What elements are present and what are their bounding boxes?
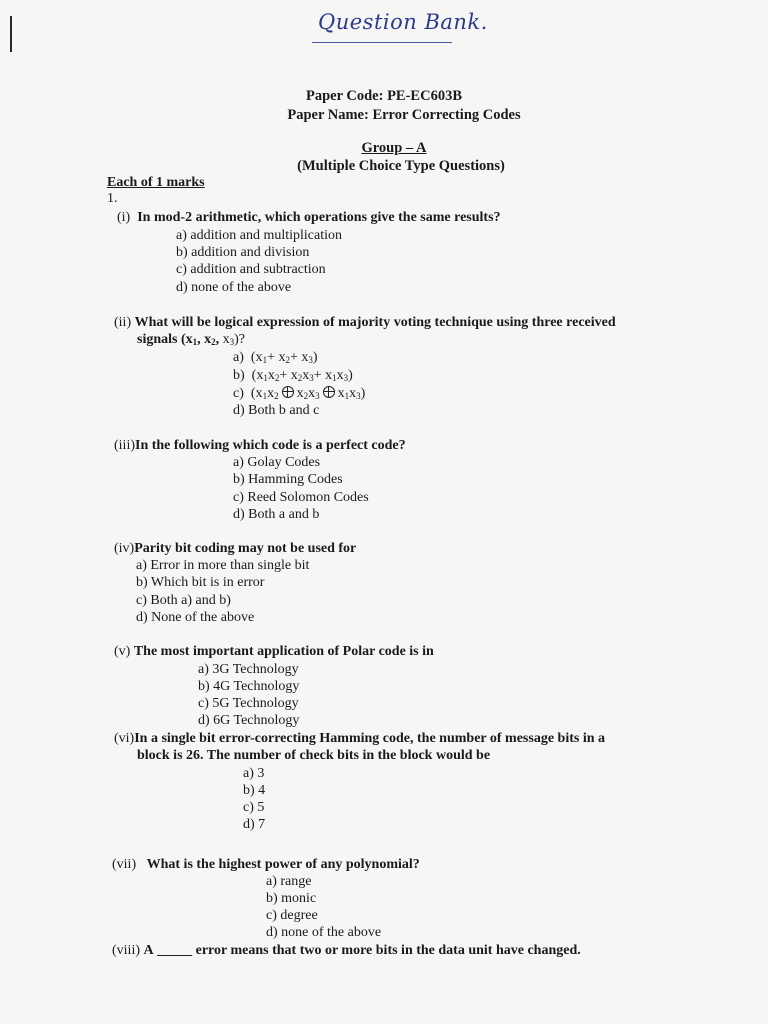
question-ii-text: What will be logical expression of majority voting technique using three received bbox=[134, 315, 616, 330]
question-ii-option-c: c) ($x_1x_2$ $x_2x_3$ $x_1x_3$) bbox=[233, 386, 366, 401]
question-v-option-b: b) 4G Technology bbox=[198, 679, 300, 694]
paper-code: Paper Code: PE-EC603B bbox=[305, 88, 462, 104]
handwritten-underline bbox=[312, 42, 452, 43]
question-ii bbox=[114, 315, 616, 331]
question-ii-option-d: d) Both b and c bbox=[233, 403, 320, 418]
question-iv bbox=[114, 541, 356, 557]
question-vi-option-d: d) 7 bbox=[243, 817, 266, 832]
question-i bbox=[117, 210, 501, 226]
question-iv-option-c: c) Both a) and b) bbox=[136, 593, 231, 608]
question-v-num: (v) bbox=[114, 644, 131, 659]
question-i-option-c: c) addition and subtraction bbox=[176, 262, 326, 277]
question-vii-option-a: a) range bbox=[266, 874, 312, 889]
question-vii-num: (vii) bbox=[112, 857, 137, 872]
xor-icon bbox=[282, 386, 294, 398]
question-v bbox=[114, 644, 434, 660]
question-viii bbox=[112, 943, 581, 959]
question-iv-option-a: a) Error in more than single bit bbox=[136, 558, 310, 573]
question-i-num: (i) bbox=[117, 210, 131, 225]
handwritten-title: Question Bank. bbox=[318, 10, 488, 34]
question-ii-option-a: a) $(x_1+ x_2+ x_3)$ bbox=[233, 350, 318, 365]
question-ii-text-line2: signals ($x_1$, $x_2$, $x_3$)? bbox=[137, 332, 246, 347]
question-vii-option-c: c) degree bbox=[266, 908, 318, 923]
question-ii-option-b: b) $(x_1x_2+ x_2x_3+ x_1x_3)$ bbox=[233, 368, 353, 383]
question-vi-num: (vi) bbox=[114, 731, 135, 746]
question-v-option-c: c) 5G Technology bbox=[198, 696, 299, 711]
question-viii-text-a: A bbox=[143, 943, 154, 958]
question-iv-num: (iv) bbox=[114, 541, 135, 556]
group-title: Group – A bbox=[361, 140, 427, 156]
question-number: 1. bbox=[107, 191, 118, 206]
question-iii-option-c: c) Reed Solomon Codes bbox=[233, 490, 369, 505]
question-i-text: In mod-2 arithmetic, which operations give the same results? bbox=[137, 210, 501, 225]
question-vi-option-a: a) 3 bbox=[243, 766, 265, 781]
question-vi-option-c: c) 5 bbox=[243, 800, 265, 815]
question-vii bbox=[112, 857, 420, 873]
question-iii-text: In the following which code is a perfect code? bbox=[135, 438, 406, 453]
question-v-option-a: a) 3G Technology bbox=[198, 662, 299, 677]
group-subtitle: (Multiple Choice Type Questions) bbox=[297, 158, 505, 174]
question-i-option-b: b) addition and division bbox=[176, 245, 310, 260]
question-vi bbox=[114, 731, 605, 747]
question-iv-option-b: b) Which bit is in error bbox=[136, 575, 265, 590]
question-iii-option-a: a) Golay Codes bbox=[233, 455, 321, 470]
xor-icon bbox=[323, 386, 335, 398]
question-vi-option-b: b) 4 bbox=[243, 783, 266, 798]
question-viii-text-b: error means that two or more bits in the data unit have changed. bbox=[195, 943, 581, 958]
question-iii-option-b: b) Hamming Codes bbox=[233, 472, 343, 487]
margin-bracket bbox=[10, 16, 12, 52]
question-v-text: The most important application of Polar code is in bbox=[133, 644, 434, 659]
question-vii-option-b: b) monic bbox=[266, 891, 317, 906]
question-v-option-d: d) 6G Technology bbox=[198, 713, 300, 728]
question-vii-option-d: d) none of the above bbox=[266, 925, 382, 940]
question-iii bbox=[114, 438, 406, 454]
question-iii-option-d: d) Both a and b bbox=[233, 507, 320, 522]
question-i-option-a: a) addition and multiplication bbox=[176, 228, 343, 243]
question-viii-num: (viii) bbox=[112, 943, 140, 958]
question-viii-blank: _____ bbox=[157, 943, 193, 958]
question-vi-text-line2: block is 26. The number of check bits in the block would be bbox=[137, 748, 491, 763]
marks-label: Each of 1 marks bbox=[107, 175, 205, 190]
question-vii-text: What is the highest power of any polynomial? bbox=[146, 857, 420, 872]
question-i-option-d: d) none of the above bbox=[176, 280, 292, 295]
question-vi-text: In a single bit error-correcting Hamming code, the number of message bits in a bbox=[134, 731, 605, 746]
question-iii-num: (iii) bbox=[114, 438, 135, 453]
question-iv-text: Parity bit coding may not be used for bbox=[134, 541, 357, 556]
paper-name: Paper Name: Error Correcting Codes bbox=[287, 107, 521, 123]
question-iv-option-d: d) None of the above bbox=[136, 610, 255, 625]
question-ii-num: (ii) bbox=[114, 315, 132, 330]
